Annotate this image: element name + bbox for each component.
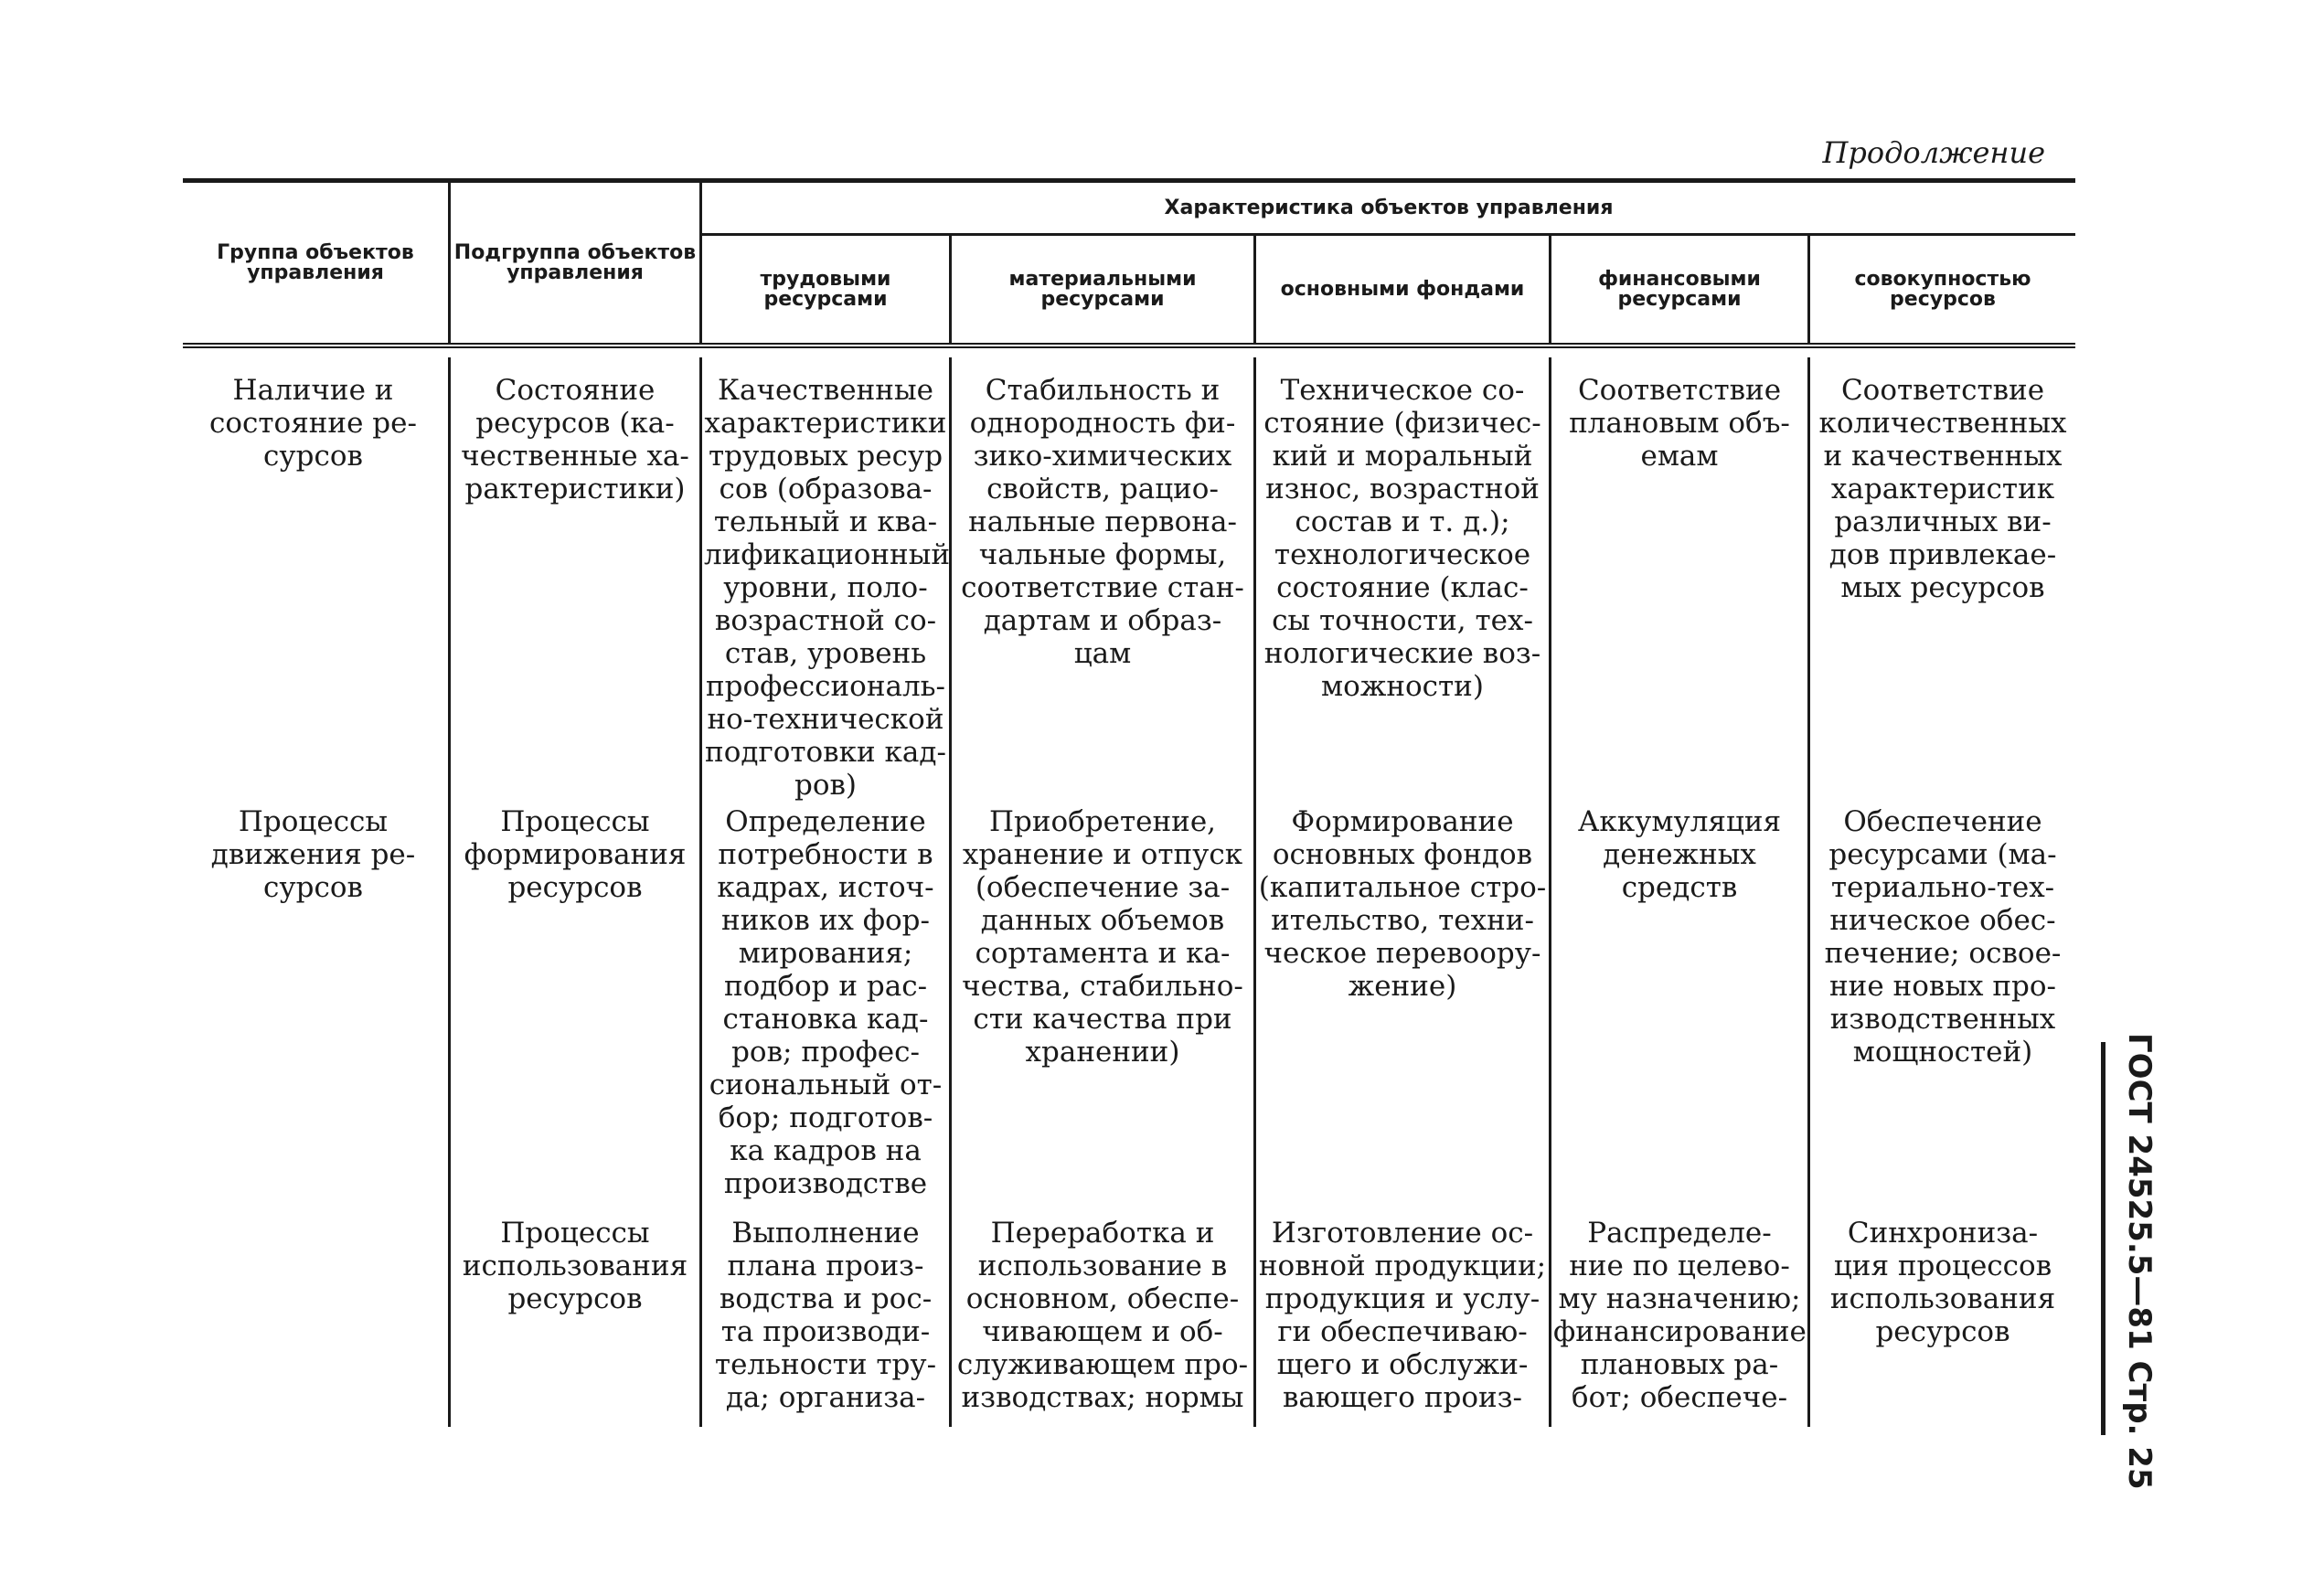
- page-footer: ГОСТ 24525.5—81 Стр. 25: [2121, 1033, 2158, 1490]
- characteristics-table: [183, 178, 2075, 1427]
- header-col-total: совокупностью ресурсов: [1854, 267, 2031, 311]
- column-divider: [699, 357, 702, 1427]
- row2-fixed-assets: Формирование основных фондов (капитальное стро- ительство, техни- ческое перевоору- жение): [1258, 805, 1547, 1003]
- row2-financial: Аккумуляция денежных средств: [1577, 805, 1782, 904]
- header-col-financial: финансовыми ресурсами: [1598, 267, 1761, 311]
- row1-group: Наличие и состояние ре- сурсов: [209, 374, 417, 473]
- row3-fixed-assets: Изготовление ос- новной продукции; продукция и услу- ги обеспечиваю- щего и обслужи- вающего произ-: [1258, 1217, 1547, 1414]
- column-divider: [1253, 357, 1256, 1427]
- row2-material: Приобретение, хранение и отпуск (обеспечение за- данных объемов сортамента и ка- чества, стабильно- сти качества при хранении): [962, 805, 1243, 1069]
- header-characteristics: Характеристика объектов управления: [1164, 196, 1614, 219]
- row3-financial: Распределе- ние по целево- му назначению; финансирование плановых ра- бот; обеспече-: [1553, 1217, 1807, 1414]
- column-divider: [949, 357, 952, 1427]
- row2-total: Обеспечение ресурсами (ма- териально-тех- ническое обес- печение; освое- ние новых про- изводственных мощностей): [1824, 805, 2062, 1069]
- row3-labor: Выполнение плана произ- водства и рос- та производи- тельности тру- да; организа-: [714, 1217, 937, 1414]
- row3-subgroup: Процессы использования ресурсов: [462, 1217, 688, 1315]
- row3-total: Синхрониза- ция процессов использования ресурсов: [1829, 1217, 2056, 1348]
- table-header: [183, 178, 2075, 348]
- row2-group: Процессы движения ре- сурсов: [210, 805, 416, 904]
- header-subgroup: Подгруппа объектов управления: [453, 240, 697, 284]
- column-divider: [1807, 357, 1810, 1427]
- header-group: Группа объектов управления: [217, 240, 414, 284]
- row1-fixed-assets: Техническое со- стояние (физичес- кий и моральный износ, возрастной состав и т. д.); технологическое состояние (клас- сы точности, тех- нологические воз- можности): [1263, 374, 1541, 703]
- continuation-label: Продолжение: [1822, 135, 2045, 170]
- header-col-labor: трудовыми ресурсами: [760, 267, 891, 311]
- row1-material: Стабильность и однородность фи- зико-химических свойств, рацио- нальные первона- чальные формы, соответствие стан- дартам и образ- цам: [961, 374, 1244, 670]
- row3-material: Переработка и использование в основном, обеспе- чивающем и об- служивающем про- изводствах; нормы: [956, 1217, 1249, 1414]
- row1-total: Соответствие количественных и качественных характеристик различных ви- дов привлекае- мых ресурсов: [1818, 374, 2067, 604]
- table-body: [183, 348, 2075, 1427]
- row1-financial: Соответствие плановым объ- емам: [1569, 374, 1790, 473]
- row2-labor: Определение потребности в кадрах, источ- ников их фор- мирования; подбор и рас- становка кад- ров; профес- сиональный от- бор; подготов- ка кадров на производстве: [709, 805, 943, 1200]
- footer-rule: [2101, 1042, 2105, 1435]
- row1-labor: Качественные характеристики трудовых ресур сов (образова- тельный и ква- лификационный уровни, поло- возрастной со- став, уровень профессиональ- но-технической подготовки кад- ров): [704, 374, 951, 802]
- column-divider: [448, 357, 451, 1427]
- header-col-material: материальными ресурсами: [1008, 267, 1197, 311]
- header-col-fixed-assets: основными фондами: [1280, 277, 1525, 301]
- row2-subgroup: Процессы формирования ресурсов: [464, 805, 687, 904]
- row1-subgroup: Состояние ресурсов (ка- чественные ха- рактеристики): [461, 374, 689, 505]
- column-divider: [1549, 357, 1551, 1427]
